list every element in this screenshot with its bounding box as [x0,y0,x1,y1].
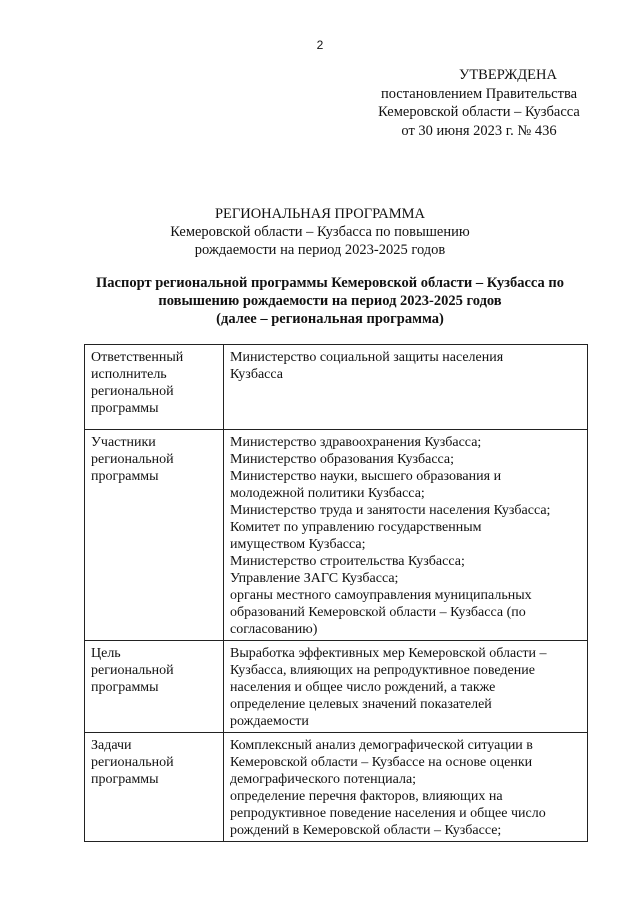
content-line: органы местного самоуправления муниципальных [230,588,532,603]
approval-line: постановлением Правительства [380,85,578,102]
label-line: программы [91,680,159,695]
content-line: Министерство образования Кузбасса; [230,452,455,467]
content-line: Комплексный анализ демографической ситуации в [230,738,533,753]
label-line: исполнитель [91,367,167,382]
row-content [224,345,588,430]
row-label [85,430,224,641]
passport-title [60,274,600,328]
content-line: молодежной политики Кузбасса; [230,486,425,501]
content-line: Кемеровской области – Кузбассе на основе оценки [230,755,533,770]
table-row [85,430,588,641]
label-line: региональной [91,452,174,467]
label-line: Задачи [91,738,132,753]
label-line: программы [91,469,159,484]
content-line: демографического потенциала; [230,772,417,787]
row-label [85,345,224,430]
content-line: согласованию) [230,622,318,637]
label-line: Участники [91,435,156,450]
content-line: определение целевых значений показателей [230,697,492,712]
row-label [85,641,224,733]
content-line: Кузбасса [230,367,283,382]
table-row [85,733,588,842]
label-line: программы [91,772,159,787]
table-row [85,345,588,430]
approval-title: УТВЕРЖДЕНА [459,67,557,83]
content-line: рождаемости [230,714,309,729]
content-line: образований Кемеровской области – Кузбасса (по [230,605,526,620]
content-line: Выработка эффективных мер Кемеровской области – [230,646,547,661]
passport-title-line: Паспорт региональной программы Кемеровской области – Кузбасса по [96,275,564,291]
content-line: Министерство науки, высшего образования и [230,469,502,484]
content-line: Комитет по управлению государственным [230,520,482,535]
program-title: РЕГИОНАЛЬНАЯ ПРОГРАММА [214,206,426,222]
passport-title-line: повышению рождаемости на период 2023-2025 годов [158,293,502,309]
program-subtitle-line: рождаемости на период 2023-2025 годов [194,242,446,258]
content-line: Министерство строительства Кузбасса; [230,554,465,569]
label-line: программы [91,401,159,416]
page-number: 2 [316,38,324,52]
approval-date: от 30 июня 2023 г. № 436 [401,122,557,139]
label-line: региональной [91,384,174,399]
content-line: Министерство здравоохранения Кузбасса; [230,435,482,450]
content-line: имуществом Кузбасса; [230,537,366,552]
label-line: Ответственный [91,350,184,365]
passport-table [84,344,588,842]
label-line: Цель [91,646,121,661]
content-line: рождений в Кемеровской области – Кузбассе; [230,823,502,838]
label-line: региональной [91,755,174,770]
content-line: Управление ЗАГС Кузбасса; [230,571,399,586]
label-line: региональной [91,663,174,678]
row-content [224,430,588,641]
row-label [85,733,224,842]
content-line: Кузбасса, влияющих на репродуктивное поведение [230,663,535,678]
table-row [85,641,588,733]
program-subtitle-line: Кемеровской области – Кузбасса по повышению [170,224,470,240]
content-line: Министерство труда и занятости населения Кузбасса; [230,503,551,518]
approval-line: Кемеровской области – Кузбасса [378,104,580,120]
content-line: определение перечня факторов, влияющих на [230,789,503,804]
passport-title-line: (далее – региональная программа) [216,311,444,327]
row-content [224,641,588,733]
approval-block [364,66,594,140]
program-header [0,205,640,259]
content-line: репродуктивное поведение населения и общее число [230,806,546,821]
content-line: населения и общее число рождений, а также [230,680,496,695]
content-line: Министерство социальной защиты населения [230,350,504,365]
row-content [224,733,588,842]
